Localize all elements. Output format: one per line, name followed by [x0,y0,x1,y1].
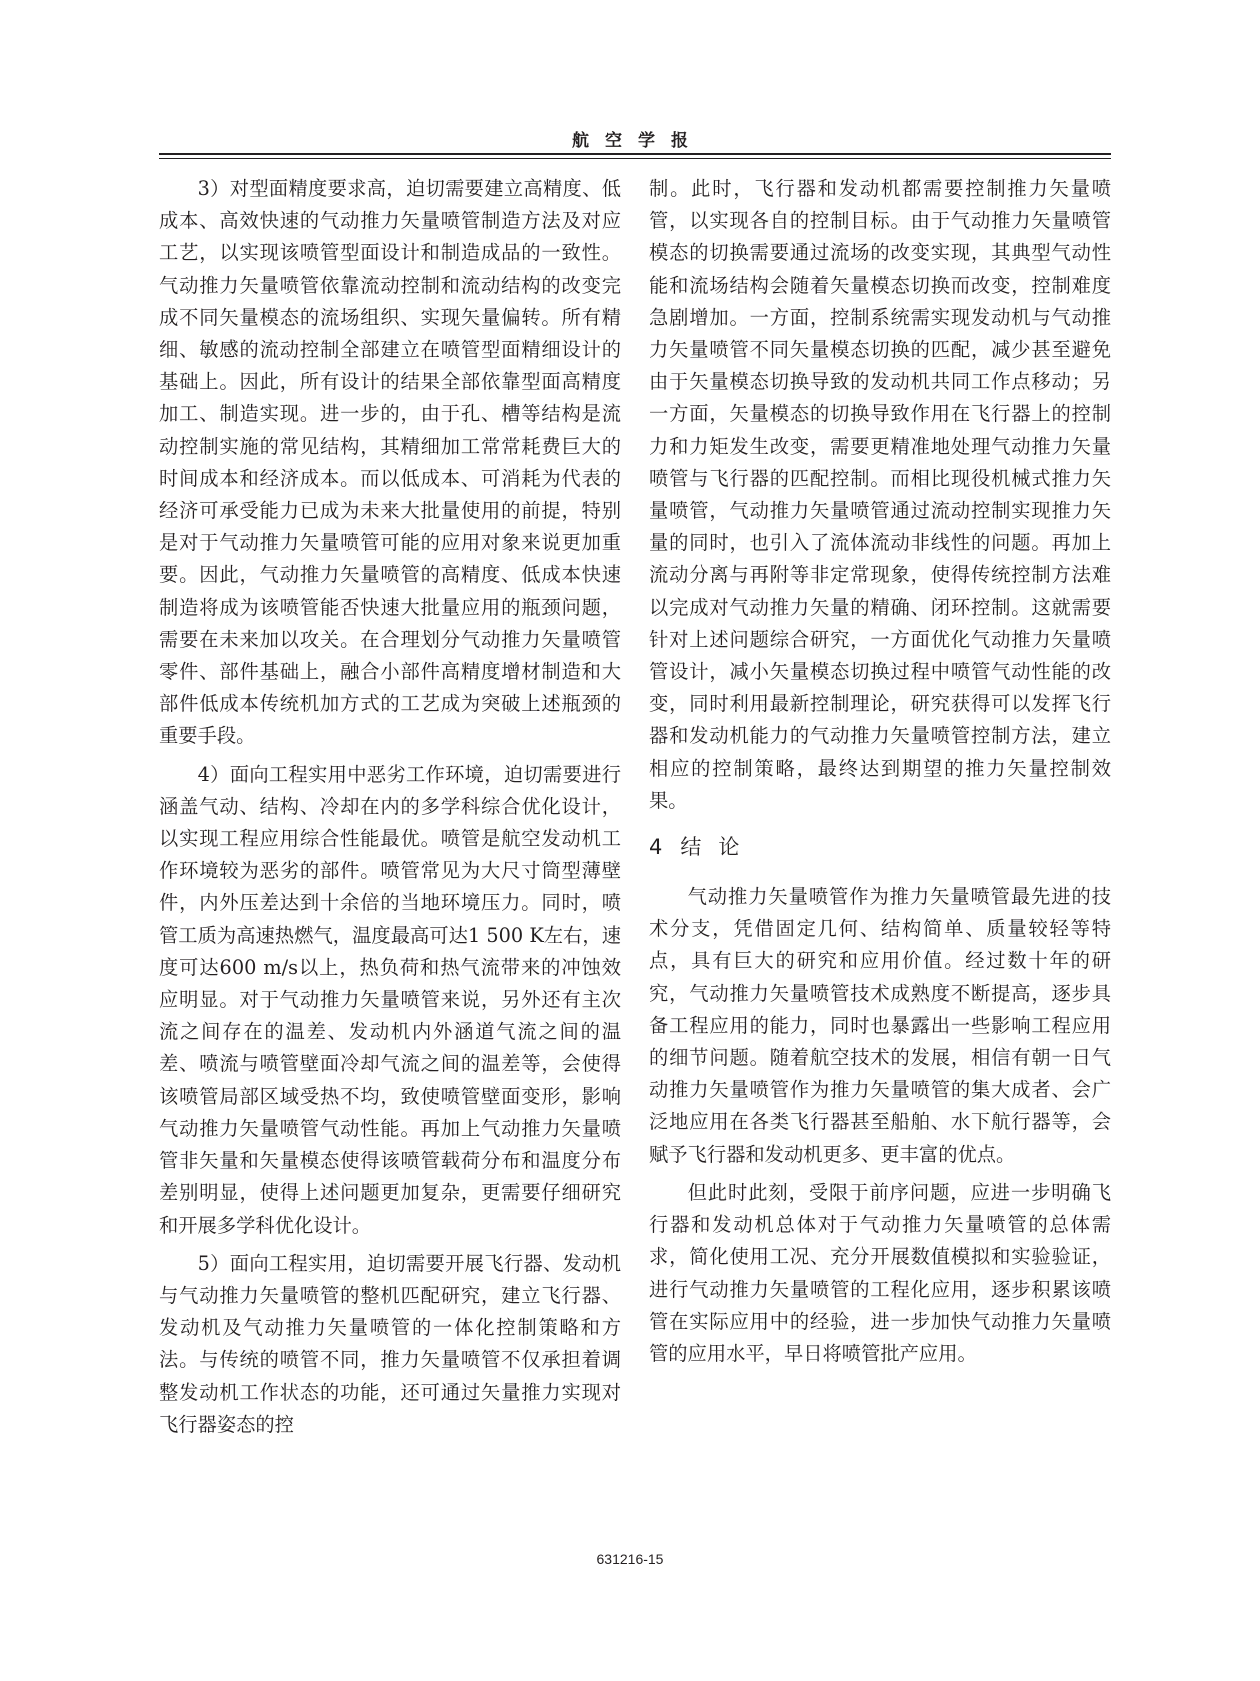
left-text-column [159,173,621,1441]
page-number: 631216-15 [596,1551,664,1567]
conclusion-paragraph-1: 气动推力矢量喷管作为推力矢量喷管最先进的技术分支，凭借固定几何、结构简单、质量较轻等特点，具有巨大的研究和应用价值。经过数十年的研究，气动推力矢量喷管技术成熟度不断提高，逐步具备工程应用的能力，同时也暴露出一些影响工程应用的细节问题。随着航空技术的发展，相信有朝一日气动推力矢量喷管作为推力矢量喷管的集大成者、会广泛地应用在各类飞行器甚至船舶、水下航行器等，会赋予飞行器和发动机更多、更丰富的优点。 [649,885,1111,1166]
right-text-column [649,173,1111,1370]
paragraph-continuation: 制。此时，飞行器和发动机都需要控制推力矢量喷管，以实现各自的控制目标。由于气动推力矢量喷管模态的切换需要通过流场的改变实现，其典型气动性能和流场结构会随着矢量模态切换而改变，控制难度急剧增加。一方面，控制系统需实现发动机与气动推力矢量喷管不同矢量模态切换的匹配，减少甚至避免由于矢量模态切换导致的发动机共同工作点移动；另一方面，矢量模态的切换导致作用在飞行器上的控制力和力矩发生改变，需要更精准地处理气动推力矢量喷管与飞行器的匹配控制。而相比现役机械式推力矢量喷管，气动推力矢量喷管通过流动控制实现推力矢量的同时，也引入了流体流动非线性的问题。再加上流动分离与再附等非定常现象，使得传统控制方法难以完成对气动推力矢量的精确、闭环控制。这就需要针对上述问题综合研究，一方面优化气动推力矢量喷管设计，减小矢量模态切换过程中喷管气动性能的改变，同时利用最新控制理论，研究获得可以发挥飞行器和发动机能力的气动推力矢量喷管控制方法，建立相应的控制策略，最终达到期望的推力矢量控制效果。 [649,177,1111,812]
header-rule-thick [159,153,1111,155]
paragraph-item-3: 3）对型面精度要求高，迫切需要建立高精度、低成本、高效快速的气动推力矢量喷管制造方法及对应工艺，以实现该喷管型面设计和制造成品的一致性。气动推力矢量喷管依靠流动控制和流动结构的改变完成不同矢量模态的流场组织、实现矢量偏转。所有精细、敏感的流动控制全部建立在喷管型面精细设计的基础上。因此，所有设计的结果全部依靠型面高精度加工、制造实现。进一步的，由于孔、槽等结构是流动控制实施的常见结构，其精细加工常常耗费巨大的时间成本和经济成本。而以低成本、可消耗为代表的经济可承受能力已成为未来大批量使用的前提，特别是对于气动推力矢量喷管可能的应用对象来说更加重要。因此，气动推力矢量喷管的高精度、低成本快速制造将成为该喷管能否快速大批量应用的瓶颈问题，需要在未来加以攻关。在合理划分气动推力矢量喷管零件、部件基础上，融合小部件高精度增材制造和大部件低成本传统机加方式的工艺成为突破上述瓶颈的重要手段。 [159,177,621,748]
conclusion-paragraph-2: 但此时此刻，受限于前序问题，应进一步明确飞行器和发动机总体对于气动推力矢量喷管的总体需求，简化使用工况、充分开展数值模拟和实验验证，进行气动推力矢量喷管的工程化应用，逐步积累该喷管在实际应用中的经验，进一步加快气动推力矢量喷管的应用水平，早日将喷管批产应用。 [649,1180,1111,1365]
paragraph-item-4: 4）面向工程实用中恶劣工作环境，迫切需要进行涵盖气动、结构、冷却在内的多学科综合优化设计，以实现工程应用综合性能最优。喷管是航空发动机工作环境较为恶劣的部件。喷管常见为大尺寸筒型薄壁件，内外压差达到十余倍的当地环境压力。同时，喷管工质为高速热燃气，温度最高可达1 500 K左右，速度可达600 m/s以上，热负荷和热气流带来的冲蚀效应明显。对于气动推力矢量喷管来说，另外还有主次流之间存在的温差、发动机内外涵道气流之间的温差、喷流与喷管壁面冷却气流之间的温差等，会使得该喷管局部区域受热不均，致使喷管壁面变形，影响气动推力矢量喷管气动性能。再加上气动推力矢量喷管非矢量和矢量模态使得该喷管载荷分布和温度分布差别明显，使得上述问题更加复杂，更需要仔细研究和开展多学科优化设计。 [159,762,621,1237]
running-header-journal-title: 航空学报 [572,131,704,151]
header-rule-thin [159,158,1111,159]
section-heading-conclusion [649,832,1111,862]
section-title: 结论 [680,835,757,860]
section-number: 4 [649,835,663,860]
paragraph-item-5: 5）面向工程实用，迫切需要开展飞行器、发动机与气动推力矢量喷管的整机匹配研究，建立飞行器、发动机及气动推力矢量喷管的一体化控制策略和方法。与传统的喷管不同，推力矢量喷管不仅承担着调整发动机工作状态的功能，还可通过矢量推力实现对飞行器姿态的控 [159,1251,621,1436]
